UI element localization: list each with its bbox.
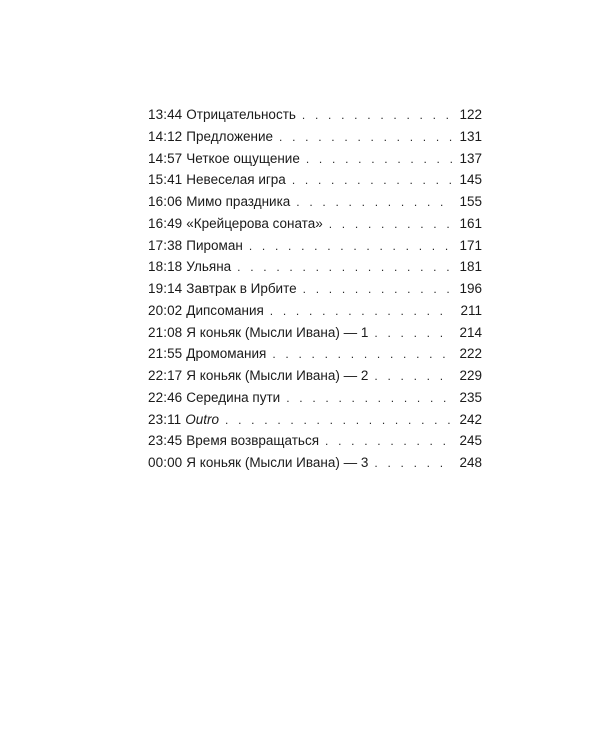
toc-dot-leader: [306, 149, 452, 171]
toc-dot-leader: [374, 366, 452, 388]
toc-dot-leader: [286, 388, 452, 410]
toc-entry[interactable]: [148, 278, 482, 300]
toc-entry-time: 18:18: [148, 259, 183, 275]
toc-entry-page-number: 242: [459, 411, 482, 427]
toc-entry-page-number: 235: [459, 389, 482, 405]
toc-entry[interactable]: [148, 365, 482, 387]
toc-dot-leader: [270, 301, 452, 323]
toc-entry-page-number: 137: [459, 150, 482, 166]
toc-entry-time: 19:14: [148, 281, 183, 296]
toc-entry-page-number: 131: [459, 128, 482, 144]
toc-entry-title: Мимо праздника: [186, 194, 291, 209]
toc-entry-time: 16:49: [148, 215, 183, 231]
toc-entry[interactable]: [148, 300, 482, 322]
toc-entry-title: Ульяна: [186, 259, 232, 275]
toc-entry-page-number: 222: [459, 346, 482, 362]
toc-dot-leader: [225, 410, 452, 432]
toc-entry-title: Пироман: [186, 237, 243, 253]
toc-entry-page-number: 211: [460, 302, 482, 318]
toc-dot-leader: [302, 105, 452, 127]
toc-entry-page-number: 248: [459, 455, 482, 470]
toc-entry-title: Дромомания: [186, 346, 267, 362]
toc-dot-leader: [237, 257, 452, 279]
toc-entry-page-number: 122: [459, 107, 482, 122]
toc-entry-page-number: 181: [459, 259, 482, 275]
toc-entry-title: Дипсомания: [186, 302, 264, 318]
toc-dot-leader: [325, 431, 452, 453]
toc-entry[interactable]: [148, 169, 482, 191]
toc-entry-title: Я коньяк (Мысли Ивана) — 1: [186, 324, 369, 340]
toc-entry[interactable]: [148, 235, 482, 257]
toc-entry[interactable]: [148, 452, 482, 474]
toc-entry-title: Я коньяк (Мысли Ивана) — 2: [186, 368, 369, 383]
toc-entry[interactable]: [148, 387, 482, 409]
toc-dot-leader: [272, 344, 452, 366]
toc-entry-time: 16:06: [148, 194, 183, 209]
toc-entry-title: Четкое ощущение: [186, 150, 300, 166]
toc-entry-page-number: 161: [459, 215, 482, 231]
toc-entry-time: 22:46: [148, 389, 183, 405]
toc-entry-page-number: 171: [459, 237, 482, 253]
toc-entry-time: 17:38: [148, 237, 183, 253]
toc-entry-time: 22:17: [148, 368, 183, 383]
toc-entry-title: Середина пути: [186, 389, 281, 405]
toc-dot-leader: [374, 453, 452, 475]
table-of-contents: [148, 104, 482, 474]
toc-entry-title: Я коньяк (Мысли Ивана) — 3: [186, 455, 369, 470]
toc-entry-time: 21:08: [148, 324, 183, 340]
toc-dot-leader: [292, 170, 452, 192]
toc-entry-page-number: 155: [459, 194, 482, 209]
toc-entry[interactable]: [148, 343, 482, 365]
toc-entry-page-number: 214: [459, 324, 482, 340]
toc-entry-title: «Крейцерова соната»: [186, 215, 323, 231]
toc-entry-time: 20:02: [148, 302, 183, 318]
toc-entry-time: 14:12: [148, 128, 183, 144]
toc-dot-leader: [249, 236, 452, 258]
toc-entry-page-number: 145: [459, 172, 482, 188]
toc-entry-page-number: 245: [459, 433, 482, 449]
toc-entry-title: Время возвращаться: [186, 433, 320, 449]
toc-dot-leader: [296, 192, 452, 214]
toc-entry[interactable]: [148, 104, 482, 126]
toc-dot-leader: [329, 214, 452, 236]
toc-entry-title: Outro: [185, 411, 220, 427]
toc-entry-page-number: 229: [459, 368, 482, 383]
toc-entry-title: Невеселая игра: [186, 172, 286, 188]
toc-entry[interactable]: [148, 126, 482, 148]
toc-entry-title: Отрицательность: [186, 107, 296, 122]
toc-entry[interactable]: [148, 256, 482, 278]
toc-entry[interactable]: [148, 409, 482, 431]
toc-entry-time: 13:44: [148, 107, 183, 122]
toc-entry-time: 21:55: [148, 346, 183, 362]
toc-dot-leader: [374, 323, 452, 345]
toc-entry-time: 23:11: [148, 411, 182, 427]
toc-entry-page-number: 196: [459, 281, 482, 296]
toc-entry-time: 14:57: [148, 150, 183, 166]
toc-dot-leader: [303, 279, 452, 301]
toc-entry-title: Завтрак в Ирбите: [186, 281, 297, 296]
toc-entry-title: Предложение: [186, 128, 274, 144]
toc-entry-time: 23:45: [148, 433, 183, 449]
toc-entry[interactable]: [148, 430, 482, 452]
toc-entry[interactable]: [148, 213, 482, 235]
toc-entry[interactable]: [148, 148, 482, 170]
toc-entry[interactable]: [148, 191, 482, 213]
toc-dot-leader: [279, 127, 452, 149]
toc-entry[interactable]: [148, 322, 482, 344]
toc-entry-time: 00:00: [148, 455, 183, 470]
toc-entry-time: 15:41: [148, 172, 183, 188]
